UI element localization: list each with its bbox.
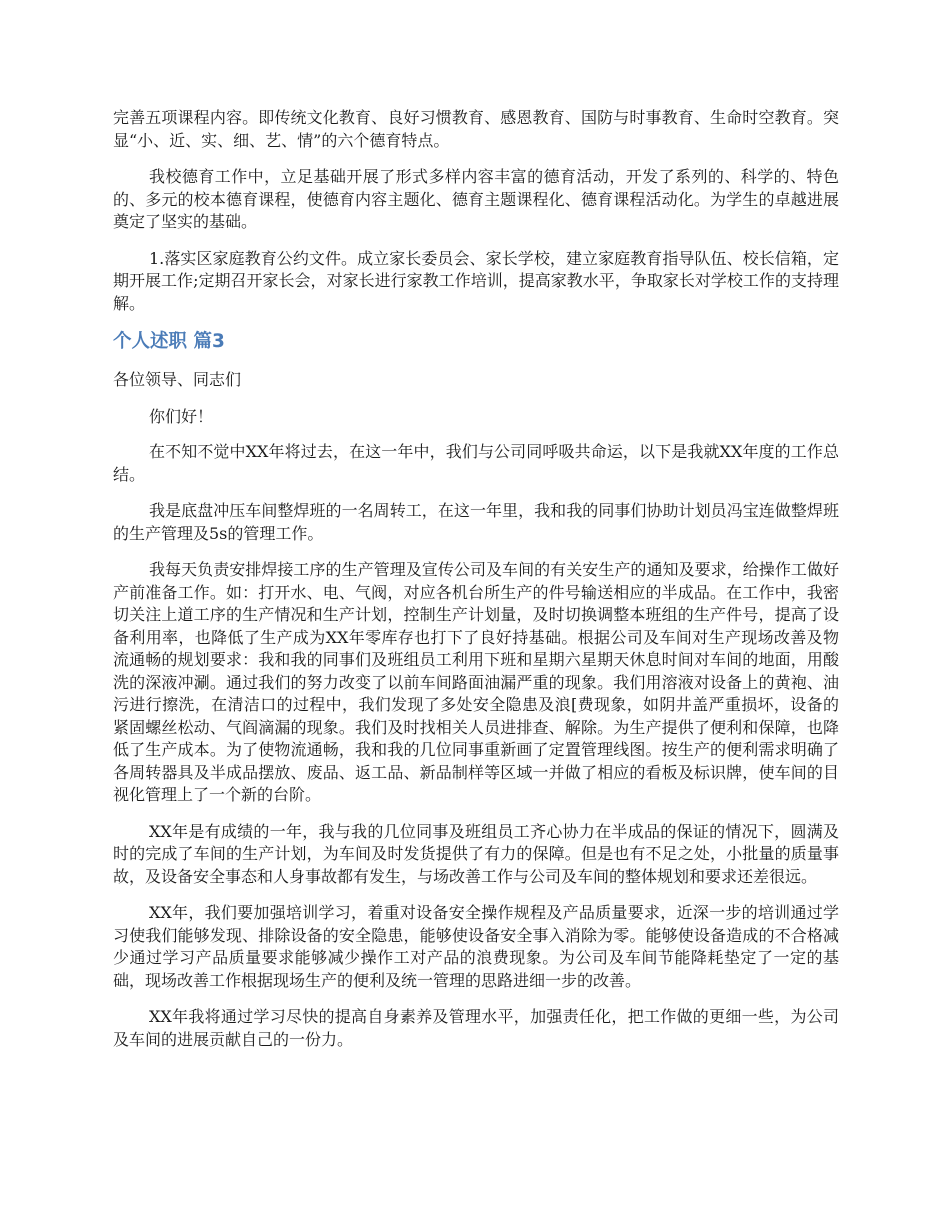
paragraph-daily-work: 我每天负责安排焊接工序的生产管理及宣传公司及车间的有关安生产的通知及要求，给操作工做好产前准备工作。如：打开水、电、气阀，对应各机台所生产的件号输送相应的半成品。在工作中，我密切关注上道工序的生产情况和生产计划，控制生产计划量，及时切换调整本班组的生产件号，提高了设备利用率，也降低了生产成为XX年零库存也打下了良好持基础。根据公司及车间对生产现场改善及物流通畅的规划要求：我和我的同事们及班组员工利用下班和星期六星期天休息时间对车间的地面，用酸洗的深液冲涮。通过我们的努力改变了以前车间路面油漏严重的现象。我们用溶液对设备上的黄袍、油污进行擦洗，在清洁口的过程中，我们发现了多处安全隐患及浪[费现象，如阴井盖严重损坏，设备的紧固螺丝松动、气阎滴漏的现象。我们及时找相关人员进排查、解除。为生产提供了便利和保障，也降低了生产成本。为了使物流通畅，我和我的几位同事重新画了定置管理线图。按生产的便利需求明确了各周转器具及半成品摆放、废品、返工品、新品制样等区域一并做了相应的看板及标识牌，使车间的目视化管理上了一个新的台阶。: [113, 560, 839, 804]
paragraph-achievements: XX年是有成绩的一年，我与我的几位同事及班组员工齐心协力在半成品的保证的情况下，圆满及时的完成了车间的生产计划，为车间及时发货提供了有力的保障。但是也有不足之处，小批量的质量事故，及设备安全事态和人身事故都有发生，与场改善工作与公司及车间的整体规划和要求还差很远。: [113, 821, 839, 886]
paragraph-courses: 完善五项课程内容。即传统文化教育、良好习惯教育、感恩教育、国防与时事教育、生命时空教育。突显“小、近、实、细、艺、情”的六个德育特点。: [113, 108, 839, 150]
paragraph-intro: 在不知不觉中XX年将过去，在这一年中，我们与公司同呼吸共命运，以下是我就XX年度的工作总结。: [113, 442, 839, 484]
paragraph-moral-education: 我校德育工作中，立足基础开展了形式多样内容丰富的德育活动，开发了系列的、科学的、特色的、多元的校本德育课程，使德育内容主题化、德育主题课程化、德育课程活动化。为学生的卓越进展奠定了坚实的基础。: [113, 167, 839, 231]
section-heading: 个人述职 篇3: [113, 331, 225, 352]
greeting: 你们好！: [149, 406, 214, 426]
paragraph-family-education: 1.落实区家庭教育公约文件。成立家长委员会、家长学校，建立家庭教育指导队伍、校长信箱，定期开展工作;定期召开家长会，对家长进行家教工作培训，提高家教水平，争取家长对学校工作的支持理解。: [113, 248, 839, 313]
salutation: 各位领导、同志们: [113, 370, 242, 389]
document-page: [113, 107, 839, 1065]
paragraph-plan: XX年，我们要加强培训学习，着重对设备安全操作规程及产品质量要求，近深一步的培训通过学习使我们能够发现、排除设备的安全隐患，能够使设备安全事入消除为零。能够使设备造成的不合格减少通过学习产品质量要求能够减少操作工对产品的浪费现象。为公司及车间节能降耗垫定了一定的基础，现场改善工作根据现场生产的便利及统一管理的思路进细一步的改善。: [113, 903, 839, 990]
paragraph-role: 我是底盘冲压车间整焊班的一名周转工，在这一年里，我和我的同事们协助计划员冯宝连做整焊班的生产管理及5s的管理工作。: [113, 501, 839, 543]
paragraph-closing: XX年我将通过学习尽快的提高自身素养及管理水平，加强责任化，把工作做的更细一些，为公司及车间的进展贡献自己的一份力。: [113, 1007, 839, 1049]
